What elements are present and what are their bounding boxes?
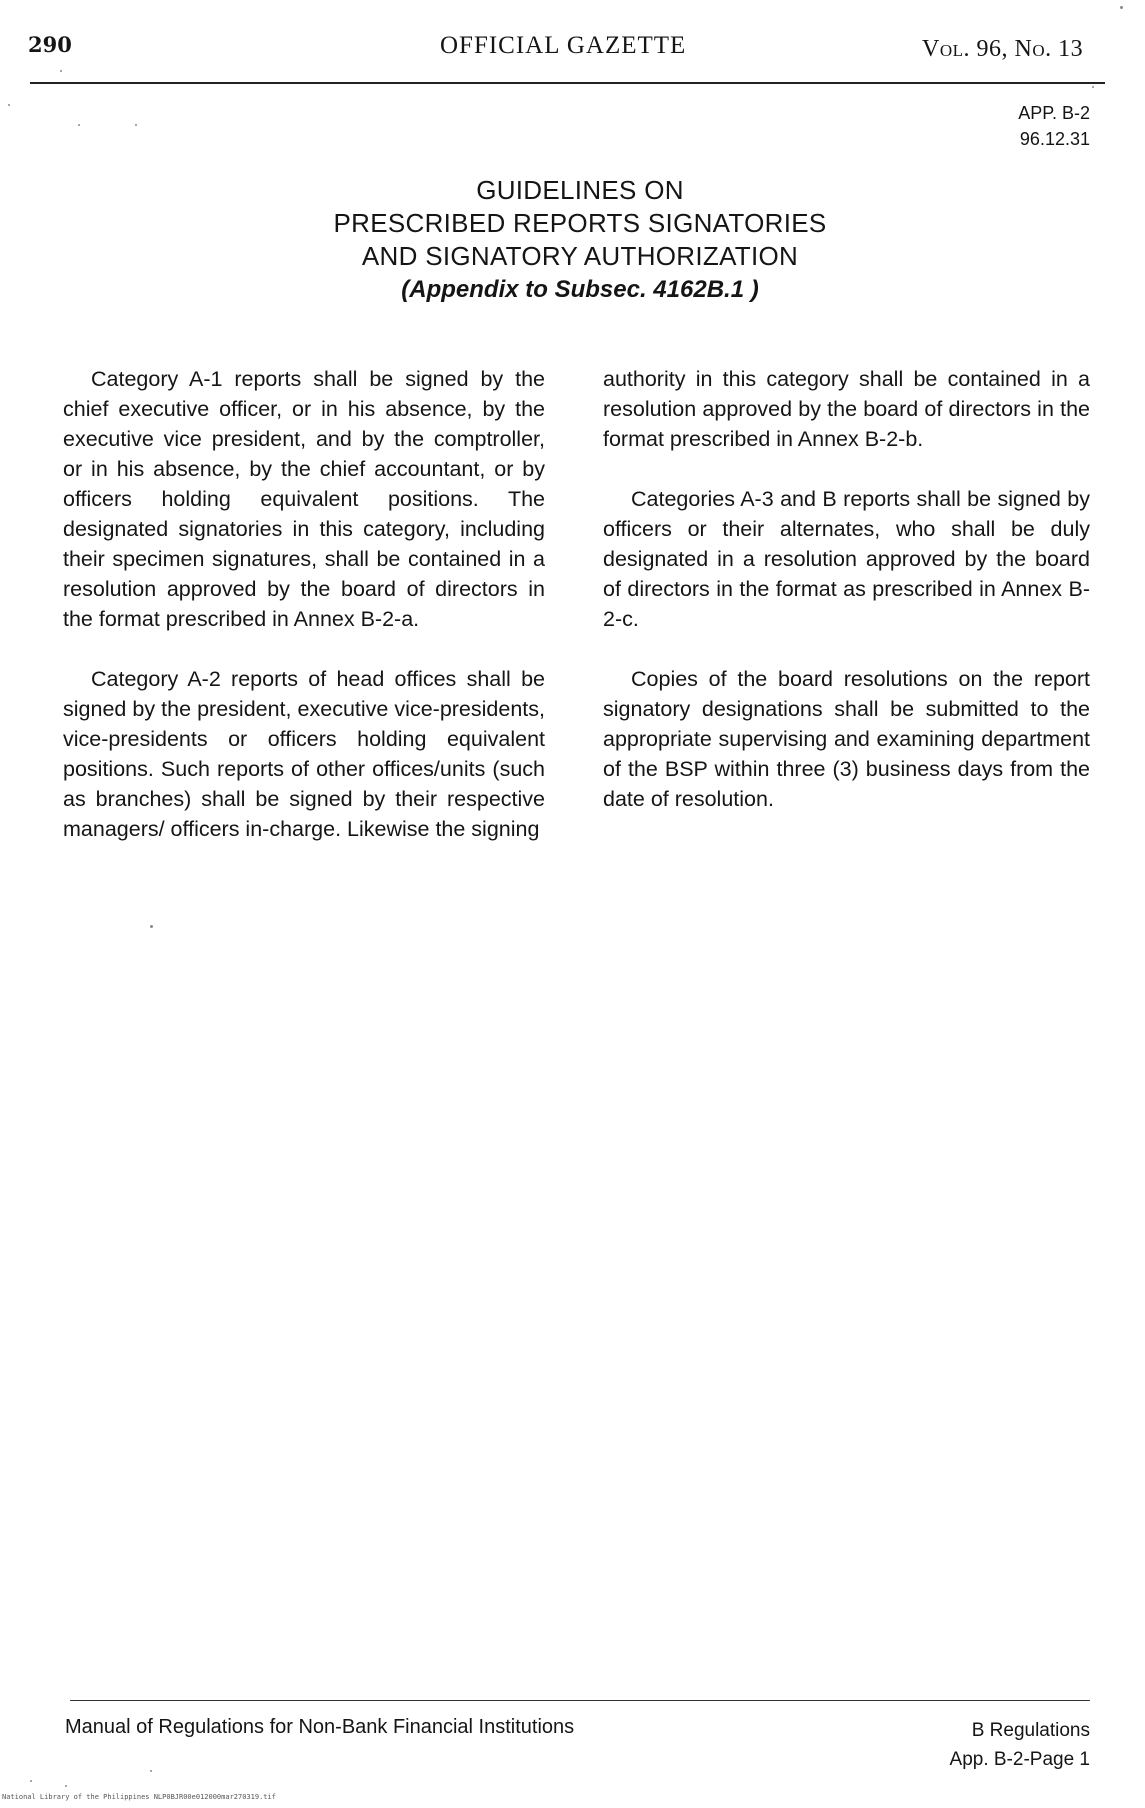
title-subtitle: (Appendix to Subsec. 4162B.1 ) bbox=[401, 276, 759, 303]
document-title bbox=[290, 174, 870, 306]
volume-number: Vol. 96, No. 13 bbox=[922, 36, 1084, 62]
paragraph-board-resolutions: Copies of the board resolutions on the report signatory designations shall be submitted to the appropriate supervising and examining department of the BSP within three (3) business days from the date of resolution. bbox=[603, 667, 1090, 811]
left-column bbox=[63, 364, 545, 874]
paragraph-categories-a3-b: Categories A-3 and B reports shall be signed by officers or their alternates, who shall be duly designated in a resolution approved by the board of directors in the format as prescribed in Annex B-2-c. bbox=[603, 487, 1090, 631]
appendix-date: 96.12.31 bbox=[1019, 129, 1090, 149]
scan-speck bbox=[30, 1780, 32, 1782]
scan-speck bbox=[1092, 86, 1094, 88]
publication-title: OFFICIAL GAZETTE bbox=[440, 32, 687, 59]
scan-speck bbox=[135, 124, 137, 126]
scan-speck bbox=[65, 1785, 67, 1787]
scan-speck bbox=[78, 124, 80, 126]
title-line-1: GUIDELINES ON bbox=[476, 175, 684, 205]
page-number: 290 bbox=[28, 32, 72, 57]
appendix-reference bbox=[1018, 100, 1090, 152]
scan-stamp: National Library of the Philippines NLP0BJR00e012000mar270319.tif bbox=[2, 1793, 276, 1801]
title-line-3: AND SIGNATORY AUTHORIZATION bbox=[361, 241, 799, 271]
footer-divider bbox=[70, 1700, 1090, 1701]
footer-page-reference bbox=[950, 1716, 1090, 1774]
scan-speck bbox=[150, 925, 153, 928]
header-divider bbox=[30, 82, 1105, 84]
paragraph-category-a1: Category A-1 reports shall be signed by the chief executive officer, or in his absence, by the executive vice president, and by the comptroller, or in his absence, by the chief accountant, or by officers holding equivalent positions. The designated signatories in this category, including their specimen signatures, shall be contained in a resolution approved by the board of directors in the format prescribed in Annex B-2-a. bbox=[63, 367, 545, 631]
paragraph-category-a2: Category A-2 reports of head offices shall be signed by the president, executive vice-presidents, vice-presidents or officers holding equivalent positions. Such reports of other offices/units (such as branches) shall be signed by their respective managers/ officers in-charge. Likewise the signing bbox=[63, 667, 545, 841]
right-column bbox=[603, 364, 1090, 844]
scan-speck bbox=[60, 70, 62, 72]
page-header bbox=[0, 0, 1145, 100]
appendix-code: APP. B-2 bbox=[1018, 103, 1090, 123]
scan-speck bbox=[150, 1770, 152, 1772]
scan-speck bbox=[1120, 6, 1123, 9]
paragraph-a2-continued: authority in this category shall be contained in a resolution approved by the board of directors in the format prescribed in Annex B-2-b. bbox=[603, 367, 1090, 451]
footer-page-ref: App. B-2-Page 1 bbox=[949, 1749, 1090, 1770]
title-line-2: PRESCRIBED REPORTS SIGNATORIES bbox=[333, 208, 827, 238]
footer-section: B Regulations bbox=[971, 1720, 1090, 1741]
footer-manual-title: Manual of Regulations for Non-Bank Financial Institutions bbox=[65, 1716, 575, 1738]
scan-speck bbox=[8, 104, 10, 106]
